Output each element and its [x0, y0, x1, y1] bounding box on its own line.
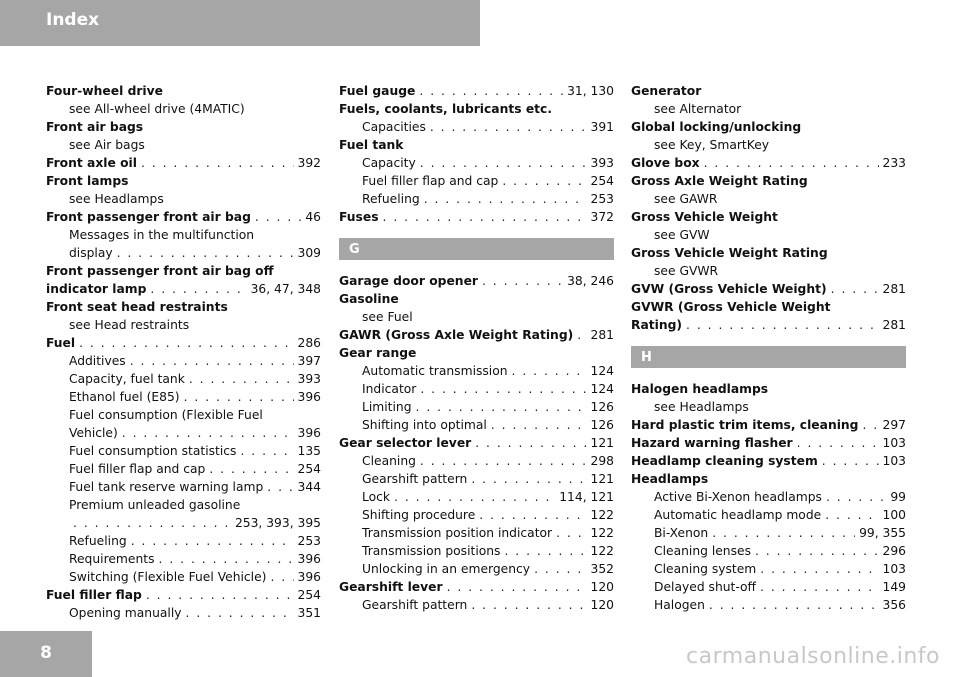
dot-leader [577, 326, 586, 344]
page-reference: 99, 355 [859, 526, 906, 540]
dot-leader [755, 542, 879, 560]
page-reference: 36, 47, 348 [250, 282, 321, 296]
page-reference: 122 [590, 526, 614, 540]
page-reference: 31, 130 [567, 84, 614, 98]
page-reference: 253 [297, 534, 321, 548]
index-subentry [339, 362, 614, 380]
entry-label: Garage door opener [339, 274, 478, 288]
index-term: Front passenger front air bag off [46, 264, 274, 278]
entry-label: Fuel tank reserve warning lamp [69, 480, 264, 494]
index-subentry [339, 190, 614, 208]
index-term: Fuels, coolants, lubricants etc. [339, 102, 553, 116]
entry-label: Bi-Xenon [654, 526, 709, 540]
page-reference: 344 [297, 480, 321, 494]
entry-label: Delayed shut-off [654, 580, 757, 594]
index-subentry [339, 398, 614, 416]
index-term: Gross Vehicle Weight Rating [631, 246, 828, 260]
page-reference: 391 [590, 120, 614, 134]
entry-label: Switching (Flexible Fuel Vehicle) [69, 570, 267, 584]
entry-label: Ethanol fuel (E85) [69, 390, 180, 404]
index-term-entry [631, 416, 906, 434]
page-reference: 372 [590, 210, 614, 224]
dot-leader [471, 470, 586, 488]
entry-label: Requirements [69, 552, 155, 566]
entry-label: Headlamp cleaning system [631, 454, 818, 468]
dot-leader [760, 560, 878, 578]
dot-leader [482, 272, 563, 290]
dot-leader [479, 506, 586, 524]
index-subentry [631, 578, 906, 596]
index-term: Generator [631, 84, 702, 98]
index-term: Front seat head restraints [46, 300, 228, 314]
page-reference: 121 [590, 436, 614, 450]
dot-leader [416, 398, 587, 416]
dot-leader [150, 280, 246, 298]
entry-label: Shifting procedure [362, 508, 476, 522]
page-reference: 281 [882, 318, 906, 332]
entry-label: Automatic transmission [362, 364, 508, 378]
index-subentry [631, 560, 906, 578]
index-cross-reference: see Fuel [362, 310, 413, 324]
entry-label: Front axle oil [46, 156, 137, 170]
entry-label: Capacity [362, 156, 416, 170]
index-subentry [631, 542, 906, 560]
page-reference: 352 [590, 562, 614, 576]
entry-label: Gearshift pattern [362, 598, 468, 612]
index-cross-reference: see Air bags [69, 138, 145, 152]
index-column-2 [339, 82, 614, 614]
page-title: Index [46, 10, 100, 30]
dot-leader [186, 604, 294, 622]
page-reference: 253 [590, 192, 614, 206]
dot-leader [504, 542, 586, 560]
entry-label: Transmission positions [362, 544, 501, 558]
index-subentry [339, 118, 614, 136]
index-subentry [339, 524, 614, 542]
dot-leader [267, 478, 293, 496]
page-reference: 99 [890, 490, 906, 504]
page-reference: 103 [882, 562, 906, 576]
dot-leader [760, 578, 878, 596]
index-term: Front lamps [46, 174, 129, 188]
page-reference: 396 [297, 552, 321, 566]
dot-leader [141, 154, 294, 172]
dot-leader [831, 280, 879, 298]
index-subentry [46, 514, 321, 532]
index-term: Halogen headlamps [631, 382, 769, 396]
dot-leader [502, 172, 586, 190]
index-subentry [46, 604, 321, 622]
dot-leader [430, 118, 587, 136]
watermark: carmanualsonline.info [686, 644, 940, 669]
index-cross-reference: see Alternator [654, 102, 742, 116]
page-reference: 114, 121 [559, 490, 614, 504]
dot-leader [383, 208, 587, 226]
dot-leader [79, 334, 293, 352]
index-subentry [46, 442, 321, 460]
dot-leader [471, 596, 586, 614]
entry-label: Gearshift lever [339, 580, 443, 594]
page-reference: 281 [590, 328, 614, 342]
dot-leader [862, 416, 878, 434]
index-subentry [631, 524, 906, 542]
entry-label: Cleaning lenses [654, 544, 751, 558]
page-reference: 396 [297, 570, 321, 584]
index-subentry [631, 596, 906, 614]
page-reference: 254 [297, 462, 321, 476]
index-subentry [339, 452, 614, 470]
page-reference: 120 [590, 598, 614, 612]
page-reference: 281 [882, 282, 906, 296]
index-term: Headlamps [631, 472, 709, 486]
dot-leader [826, 488, 886, 506]
dot-leader [130, 352, 294, 370]
dot-leader [822, 452, 879, 470]
entry-label: Hazard warning flasher [631, 436, 793, 450]
dot-leader [686, 316, 878, 334]
dot-leader [270, 568, 293, 586]
dot-leader [704, 154, 879, 172]
index-term-entry [339, 434, 614, 452]
entry-label: display [69, 246, 113, 260]
dot-leader [394, 488, 555, 506]
entry-label: Glove box [631, 156, 700, 170]
entry-label: Halogen [654, 598, 705, 612]
page-reference: 393 [297, 372, 321, 386]
entry-label: Active Bi-Xenon headlamps [654, 490, 822, 504]
index-subentry [46, 370, 321, 388]
dot-leader [184, 388, 294, 406]
entry-label: Indicator [362, 382, 417, 396]
index-subentry [46, 424, 321, 442]
section-letter-bar [339, 238, 614, 260]
index-subentry [339, 506, 614, 524]
index-subentry [339, 154, 614, 172]
index-cross-reference: see GVWR [654, 264, 719, 278]
page-reference: 254 [590, 174, 614, 188]
index-subentry [46, 478, 321, 496]
page-reference: 309 [297, 246, 321, 260]
index-subentry [46, 244, 321, 262]
index-term-entry [46, 334, 321, 352]
page-reference: 298 [590, 454, 614, 468]
index-term: Gross Vehicle Weight [631, 210, 778, 224]
entry-label: Gear selector lever [339, 436, 472, 450]
entry-label: Hard plastic trim items, cleaning [631, 418, 859, 432]
index-term: Global locking/unlocking [631, 120, 802, 134]
index-subentry [339, 172, 614, 190]
index-cross-reference: see All-wheel drive (4MATIC) [69, 102, 245, 116]
entry-label: Fuel filler flap and cap [362, 174, 499, 188]
index-term-entry [46, 154, 321, 172]
dot-leader [209, 460, 293, 478]
entry-label: Front passenger front air bag [46, 210, 251, 224]
index-term-entry [339, 208, 614, 226]
index-term-entry [46, 280, 321, 298]
section-letter-bar [631, 346, 906, 368]
entry-label: Vehicle) [69, 426, 118, 440]
entry-label: Cleaning [362, 454, 416, 468]
entry-label: Capacity, fuel tank [69, 372, 185, 386]
entry-label: Fuses [339, 210, 379, 224]
index-subentry [339, 542, 614, 560]
dot-leader [797, 434, 879, 452]
dot-leader [419, 82, 563, 100]
page-reference: 121 [590, 472, 614, 486]
page-reference: 392 [297, 156, 321, 170]
entry-label: Transmission position indicator [362, 526, 553, 540]
entry-label: Shifting into optimal [362, 418, 487, 432]
page-reference: 135 [297, 444, 321, 458]
page-reference: 396 [297, 426, 321, 440]
page-reference: 126 [590, 400, 614, 414]
index-column-3 [631, 82, 906, 614]
index-term-entry [46, 586, 321, 604]
entry-label: Fuel filler flap and cap [69, 462, 206, 476]
dot-leader [420, 452, 587, 470]
entry-label: GVW (Gross Vehicle Weight) [631, 282, 827, 296]
dot-leader [447, 578, 587, 596]
dot-leader [534, 560, 586, 578]
dot-leader [189, 370, 294, 388]
dot-leader [159, 550, 294, 568]
page-reference: 396 [297, 390, 321, 404]
entry-label: Opening manually [69, 606, 182, 620]
dot-leader [73, 514, 231, 532]
index-term-entry [631, 154, 906, 172]
entry-label: Capacities [362, 120, 426, 134]
dot-leader [491, 416, 587, 434]
dot-leader [420, 154, 587, 172]
dot-leader [512, 362, 587, 380]
index-term: Gross Axle Weight Rating [631, 174, 808, 188]
entry-label: GAWR (Gross Axle Weight Rating) [339, 328, 574, 342]
index-term: Four-wheel drive [46, 84, 164, 98]
index-term: Front air bags [46, 120, 144, 134]
dot-leader [712, 524, 855, 542]
dot-leader [255, 208, 301, 226]
dot-leader [556, 524, 586, 542]
dot-leader [240, 442, 293, 460]
page-reference: 38, 246 [567, 274, 614, 288]
index-cross-reference: see GAWR [654, 192, 718, 206]
index-term-entry [46, 208, 321, 226]
page-number-box [0, 631, 92, 677]
index-cross-reference: see Head restraints [69, 318, 190, 332]
dot-leader [424, 190, 587, 208]
entry-label: Gearshift pattern [362, 472, 468, 486]
page-reference: 393 [590, 156, 614, 170]
page-reference: 103 [882, 454, 906, 468]
entry-label: Limiting [362, 400, 412, 414]
index-subentry [339, 470, 614, 488]
index-term-entry [631, 316, 906, 334]
page-reference: 297 [882, 418, 906, 432]
page-reference: 126 [590, 418, 614, 432]
entry-label: Refueling [362, 192, 420, 206]
page-reference: 397 [297, 354, 321, 368]
entry-label: Unlocking in an emergency [362, 562, 531, 576]
page-reference: 149 [882, 580, 906, 594]
entry-label: Lock [362, 490, 391, 504]
index-term-entry [631, 280, 906, 298]
header-bar [0, 0, 480, 46]
dot-leader [146, 586, 294, 604]
section-letter: H [641, 350, 652, 365]
entry-label: Fuel gauge [339, 84, 416, 98]
index-term: Gasoline [339, 292, 399, 306]
page-reference: 100 [882, 508, 906, 522]
index-term-entry [631, 434, 906, 452]
index-term-entry [631, 452, 906, 470]
page-reference: 46 [305, 210, 321, 224]
index-cross-reference: Premium unleaded gasoline [69, 498, 241, 512]
index-column-1 [46, 82, 321, 622]
index-subentry [339, 488, 614, 506]
index-subentry [339, 596, 614, 614]
index-subentry [339, 416, 614, 434]
page-reference: 233 [882, 156, 906, 170]
index-term-entry [339, 272, 614, 290]
entry-label: Rating) [631, 318, 683, 332]
dot-leader [475, 434, 586, 452]
index-subentry [46, 352, 321, 370]
page-reference: 124 [590, 364, 614, 378]
dot-leader [131, 532, 294, 550]
entry-label: Refueling [69, 534, 127, 548]
dot-leader [117, 244, 294, 262]
page-reference: 253, 393, 395 [234, 516, 321, 530]
page-reference: 122 [590, 508, 614, 522]
page-number: 8 [40, 643, 52, 663]
section-letter: G [349, 242, 360, 257]
page-reference: 356 [882, 598, 906, 612]
index-subentry [46, 388, 321, 406]
index-cross-reference: Messages in the multifunction [69, 228, 255, 242]
index-subentry [46, 532, 321, 550]
index-subentry [339, 380, 614, 398]
entry-label: Automatic headlamp mode [654, 508, 822, 522]
index-subentry [46, 550, 321, 568]
entry-label: Fuel consumption statistics [69, 444, 237, 458]
page-reference: 286 [297, 336, 321, 350]
index-term-entry [339, 578, 614, 596]
entry-label: indicator lamp [46, 282, 147, 296]
index-subentry [631, 506, 906, 524]
index-subentry [46, 568, 321, 586]
dot-leader [709, 596, 879, 614]
index-subentry [631, 488, 906, 506]
index-term: GVWR (Gross Vehicle Weight [631, 300, 831, 314]
page-reference: 103 [882, 436, 906, 450]
page-reference: 296 [882, 544, 906, 558]
page-reference: 124 [590, 382, 614, 396]
index-cross-reference: see GVW [654, 228, 710, 242]
index-term-entry [339, 326, 614, 344]
index-cross-reference: Fuel consumption (Flexible Fuel [69, 408, 263, 422]
entry-label: Fuel filler flap [46, 588, 142, 602]
index-subentry [46, 460, 321, 478]
entry-label: Fuel [46, 336, 76, 350]
page-reference: 120 [590, 580, 614, 594]
index-subentry [339, 560, 614, 578]
page-reference: 122 [590, 544, 614, 558]
entry-label: Additives [69, 354, 126, 368]
index-term-entry [339, 82, 614, 100]
index-term: Gear range [339, 346, 417, 360]
index-cross-reference: see Headlamps [69, 192, 164, 206]
page-reference: 254 [297, 588, 321, 602]
index-term: Fuel tank [339, 138, 404, 152]
page-reference: 351 [297, 606, 321, 620]
dot-leader [420, 380, 586, 398]
dot-leader [825, 506, 878, 524]
index-cross-reference: see Headlamps [654, 400, 749, 414]
entry-label: Cleaning system [654, 562, 757, 576]
index-cross-reference: see Key, SmartKey [654, 138, 770, 152]
dot-leader [122, 424, 294, 442]
